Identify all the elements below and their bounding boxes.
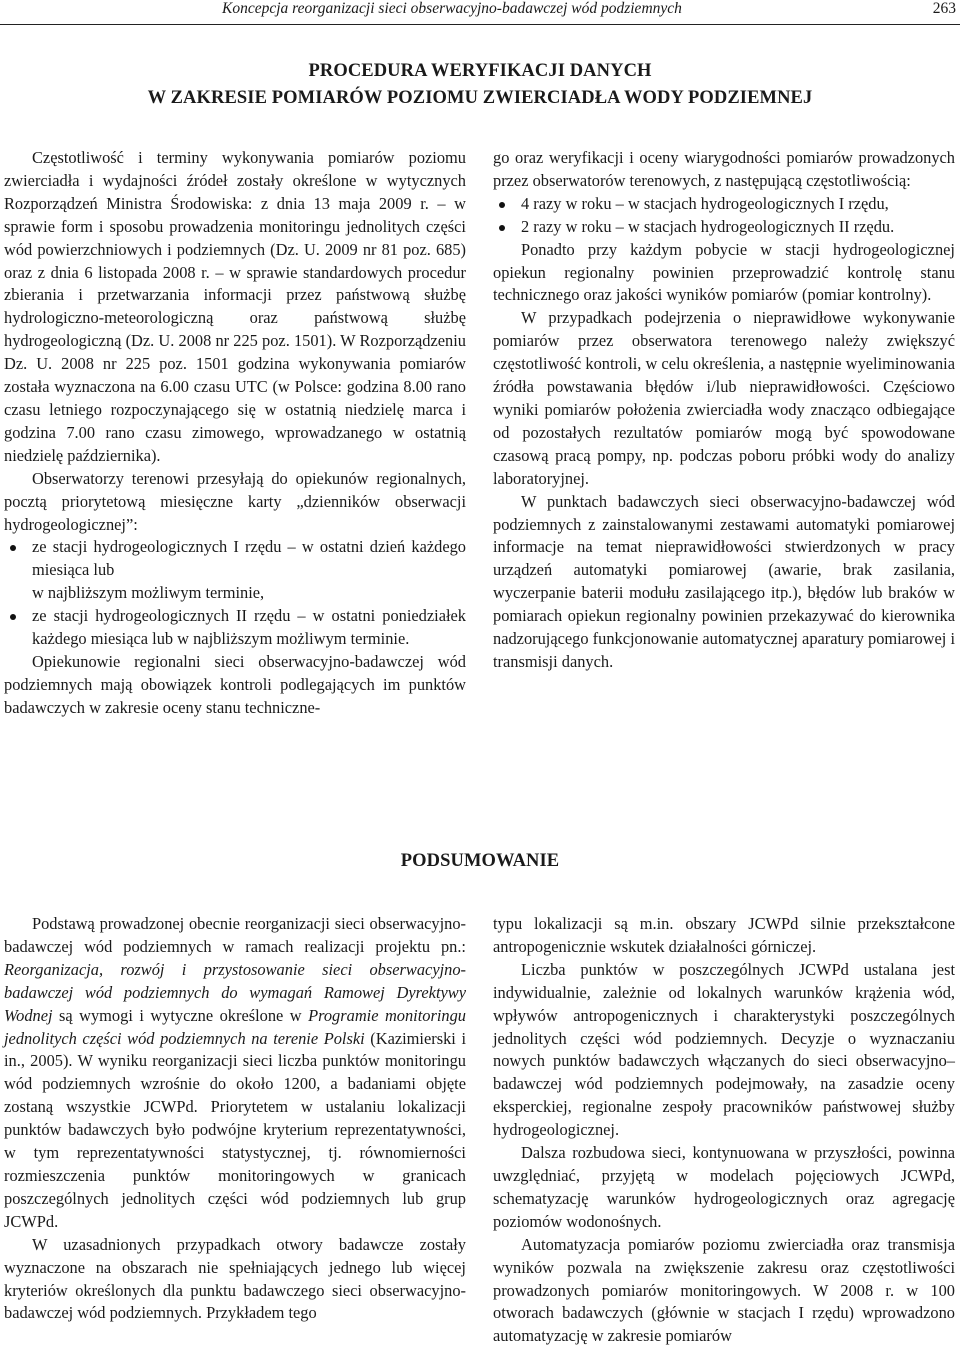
list-item: ze stacji hydrogeologicznych II rzędu – w ostatni poniedziałek każdego miesiąca lub w najbliższym możliwym terminie. (4, 605, 466, 651)
section2-right-column (493, 913, 955, 1348)
paragraph: W przypadkach podejrzenia o nieprawidłowe wykonywanie pomiarów przez obserwatora terenowego należy zwiększyć częstotliwość kontroli, w celu określenia, a następnie wyeliminowania źródła powstawania błędów i/lub nieprawidłowości. Częściowo wyniki pomiarów położenia zwierciadła wody znacząco odbiegające od pozostałych rezultatów pomiarów mogą być spowodowane czasową pracą pompy, np. podczas poboru próbki wody do analizy laboratoryjnej. (493, 308, 955, 488)
bullet-list (493, 193, 955, 239)
paragraph: Obserwatorzy terenowi przesyłają do opiekunów regionalnych, pocztą priorytetową miesięczne karty „dzienników obserwacji hydrogeologicznej”: (4, 468, 466, 534)
paragraph: Podstawą prowadzonej obecnie reorganizacji sieci obserwacyjno-badawczej wód podziemnych w ramach realizacji projektu pn.: Reorganizacja, rozwój i przystosowanie sieci obserwacyjno-badawczej wód podziemnych do wymagań Ramowej Dyrektywy Wodnej są wymogi i wytyczne określone w Programie monitoringu jednolitych części wód podziemnych na terenie Polski (Kazimierski i in., 2005). W wyniku reorganizacji sieci liczba punktów monitoringu wód podziemnych wzrośnie do około 1200, a badaniami objęte zostaną wszystkie JCWPd. Priorytetem w ustalaniu lokalizacji punktów badawczych było podwójne kryterium reprezentatywności, w tym reprezentatywności statystycznej, tj. równomierności rozmieszczenia punktów monitoringowych w granicach poszczególnych jednolitych części wód podziemnych lub grup JCWPd. (4, 914, 466, 1231)
section-heading-line-1: PROCEDURA WERYFIKACJI DANYCH (308, 61, 652, 81)
section1-left-column (4, 147, 466, 720)
section-heading-summary: PODSUMOWANIE (400, 851, 560, 871)
list-item: 4 razy w roku – w stacjach hydrogeologicznych I rzędu, (493, 193, 955, 216)
program-title: Programie monitoringu jednolitych części wód podziemnych na terenie Polski (4, 1005, 466, 1048)
list-item: ze stacji hydrogeologicznych I rzędu – w ostatni dzień każdego miesiąca lub w najbliższym możliwym terminie, (4, 536, 466, 605)
section1-right-column (493, 147, 955, 674)
list-item: 2 razy w roku – w stacjach hydrogeologicznych II rzędu. (493, 216, 955, 239)
bullet-icon (10, 545, 16, 551)
section-heading-line-2: W ZAKRESIE POMIARÓW POZIOMU ZWIERCIADŁA WODY PODZIEMNEJ (147, 88, 813, 108)
running-title: Koncepcja reorganizacji sieci obserwacyjno-badawczej wód podziemnych (222, 0, 682, 17)
bullet-icon (499, 202, 505, 208)
paragraph: Liczba punktów w poszczególnych JCWPd ustalana jest indywidualnie, zależnie od lokalnych warunków krążenia wód, wpływów antropogenicznych i charakterystyki poszczególnych jednolitych części wód podziemnych. Decyzje o wyznaczaniu nowych punktów badawczych włączanych do sieci obserwacyjno–badawczej wód podziemnych podejmowały, na zasadzie oceny eksperckiej, regionalne zespoły pracowników państwowej służby hydrogeologicznej. (493, 959, 955, 1140)
paragraph: Automatyzacja pomiarów poziomu zwierciadła oraz transmisja wyników pozwala na zwiększenie zakresu oraz częstotliwości prowadzonych pomiarów monitoringowych. W 2008 r. w 100 otworach badawczych (głównie w stacjach I rzędu) wprowadzono automatyzację w zakresie pomiarów (493, 1234, 955, 1346)
paragraph: Ponadto przy każdym pobycie w stacji hydrogeologicznej opiekun regionalny powinien przeprowadzić kontrolę stanu technicznego oraz jakości wyników pomiarów (pomiar kontrolny). (493, 239, 955, 305)
section2-left-column (4, 913, 466, 1325)
paragraph: typu lokalizacji są m.in. obszary JCWPd silnie przekształcone antropogenicznie wskutek działalności górniczej. (493, 914, 955, 956)
paragraph: Opiekunowie regionalni sieci obserwacyjno-badawczej wód podziemnych mają obowiązek kontroli podlegających im punktów badawczych w zakresie oceny stanu techniczne- (4, 651, 466, 717)
paragraph: go oraz weryfikacji i oceny wiarygodności pomiarów prowadzonych przez obserwatorów terenowych, z następującą częstotliwością: (493, 148, 955, 190)
bullet-list (4, 536, 466, 651)
project-title: Reorganizacja, rozwój i przystosowanie sieci obserwacyjno-badawczej wód podziemnych do wymagań Ramowej Dyrektywy Wodnej (4, 959, 466, 1025)
paragraph: Częstotliwość i terminy wykonywania pomiarów poziomu zwierciadła i wydajności źródeł zostały określone w wytycznych Rozporządzeń Ministra Środowiska: z dnia 13 maja 2009 r. – w sprawie form i sposobu prowadzenia monitoringu jednolitych części wód powierzchniowych i podziemnych (Dz. U. 2009 nr 81 poz. 685) oraz z dnia 6 listopada 2008 r. – w sprawie standardowych procedur zbierania i przetwarzania informacji przez państwową służbę hydrologiczno-meteorologiczną oraz państwową służbę hydrogeologiczną (Dz. U. 2008 nr 225 poz. 1501). W Rozporządzeniu Dz. U. 2008 nr 225 poz. 1501 godzina wykonywania pomiarów została wyznaczona na 6.00 czasu UTC (w Polsce: godzina 8.00 rano czasu letniego rozpoczynającego się w ostatnią niedzielę marca i godzina 7.00 rano czasu zimowego, wprowadzanego w ostatnią niedzielę października). (4, 148, 466, 465)
paragraph: W punktach badawczych sieci obserwacyjno-badawczej wód podziemnych z zainstalowanymi zestawami automatyki pomiarowej informacje na temat nieprawidłowości stwierdzonych w pracy urządzeń automatyki pomiarowej (awarie, brak zasilania, wyczerpanie baterii modułu zasilającego itp.), błędów lub braków w pomiarach opiekun regionalny powinien przekazywać do kierownika nadzorującego funkcjonowanie automatycznej aparatury pomiarowej i transmisji danych. (493, 491, 955, 671)
paragraph: W uzasadnionych przypadkach otwory badawcze zostały wyznaczone na obszarach nie spełniających jednego lub więcej kryteriów określonych dla punktu badawczego sieci obserwacyjno-badawczej wód podziemnych. Przykładem tego (4, 1234, 466, 1323)
bullet-icon (499, 225, 505, 231)
paragraph: Dalsza rozbudowa sieci, kontynuowana w przyszłości, powinna uwzględniać, przyjętą w modelach pojęciowych JCWPd, schematyzację warunków hydrogeologicznych oraz agregację poziomów wodonośnych. (493, 1143, 955, 1231)
running-header (0, 0, 960, 25)
page-number: 263 (932, 0, 956, 17)
section-heading-verification (0, 58, 960, 112)
bullet-icon (10, 614, 16, 620)
